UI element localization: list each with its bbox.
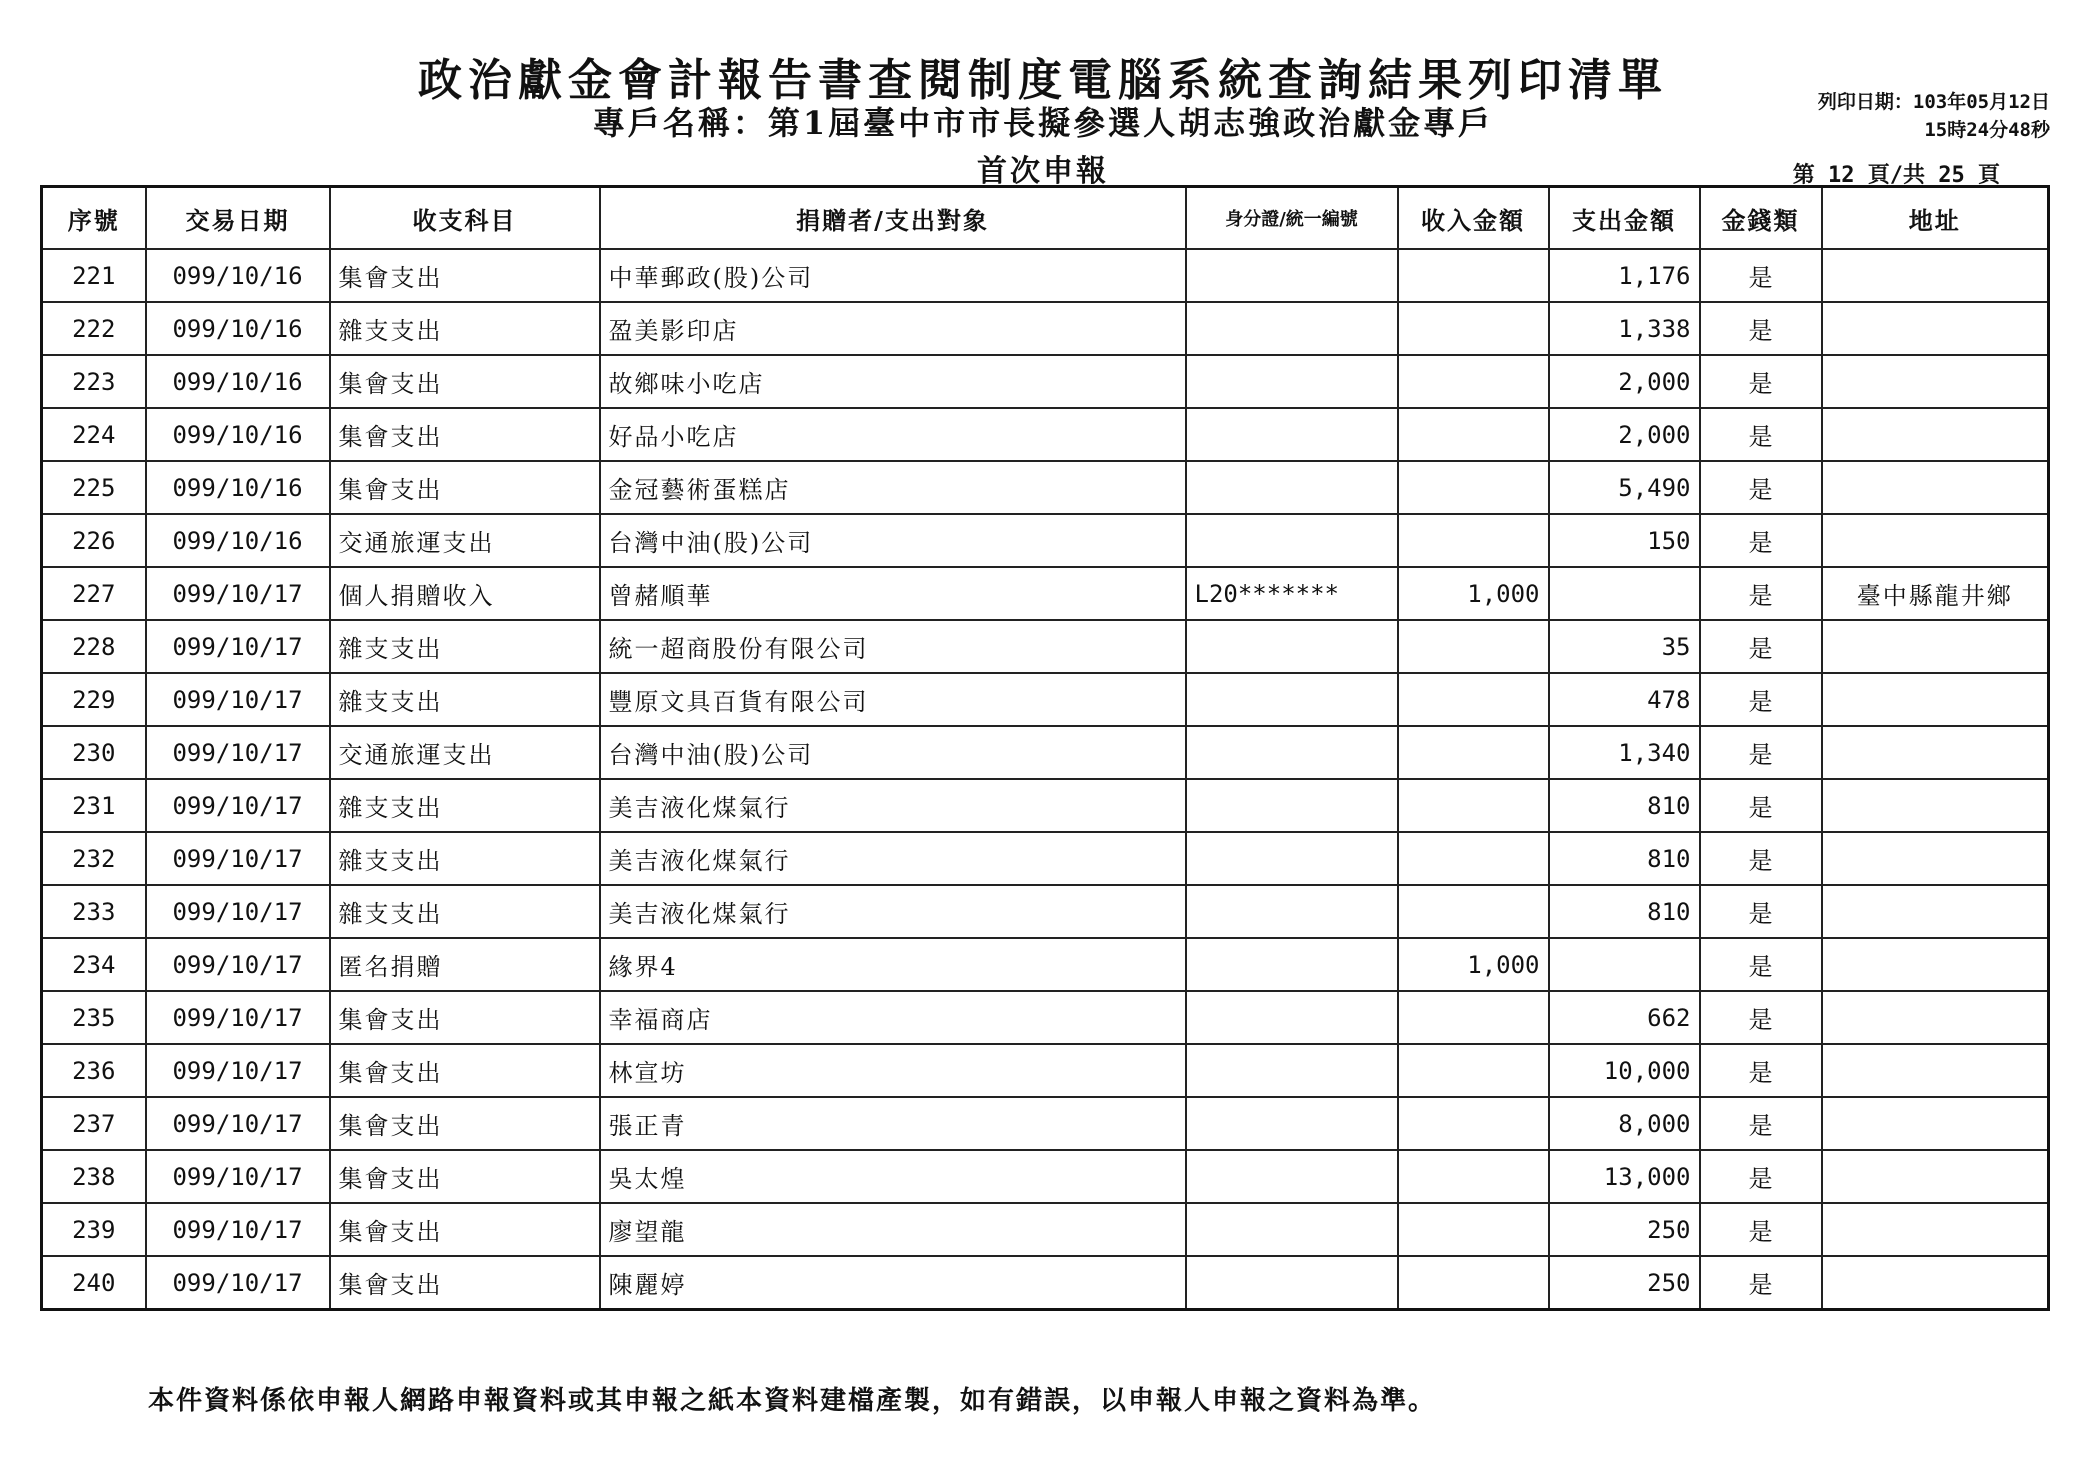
print-date: 列印日期：103年05月12日 xyxy=(1817,91,2050,113)
cell-category: 交通旅運支出 xyxy=(330,514,600,567)
col-header-id: 身分證/統一編號 xyxy=(1186,187,1398,250)
cell-income: 1,000 xyxy=(1398,938,1549,991)
cell-cash: 是 xyxy=(1700,1097,1822,1150)
cell-category: 個人捐贈收入 xyxy=(330,567,600,620)
cell-expense: 1,338 xyxy=(1549,302,1700,355)
cell-id xyxy=(1186,620,1398,673)
cell-address xyxy=(1822,1044,2049,1097)
cell-cash: 是 xyxy=(1700,249,1822,302)
cell-income xyxy=(1398,1150,1549,1203)
cell-cash: 是 xyxy=(1700,726,1822,779)
print-time: 15時24分48秒 xyxy=(1924,119,2050,141)
cell-cash: 是 xyxy=(1700,779,1822,832)
cell-cash: 是 xyxy=(1700,567,1822,620)
table-row xyxy=(42,832,2049,885)
cell-category: 集會支出 xyxy=(330,461,600,514)
cell-id xyxy=(1186,249,1398,302)
cell-cash: 是 xyxy=(1700,302,1822,355)
cell-income xyxy=(1398,1203,1549,1256)
cell-address xyxy=(1822,620,2049,673)
cell-expense: 10,000 xyxy=(1549,1044,1700,1097)
table-row xyxy=(42,355,2049,408)
cell-payee: 台灣中油(股)公司 xyxy=(600,514,1186,567)
cell-cash: 是 xyxy=(1700,408,1822,461)
cell-address xyxy=(1822,1150,2049,1203)
cell-date: 099/10/17 xyxy=(146,1044,330,1097)
cell-income xyxy=(1398,991,1549,1044)
cell-income xyxy=(1398,1256,1549,1310)
cell-expense: 35 xyxy=(1549,620,1700,673)
cell-date: 099/10/17 xyxy=(146,567,330,620)
cell-income xyxy=(1398,1044,1549,1097)
cell-date: 099/10/17 xyxy=(146,1256,330,1310)
cell-seq: 239 xyxy=(42,1203,146,1256)
cell-payee: 幸福商店 xyxy=(600,991,1186,1044)
cell-cash: 是 xyxy=(1700,355,1822,408)
cell-address xyxy=(1822,726,2049,779)
col-header-expense: 支出金額 xyxy=(1549,187,1700,250)
cell-seq: 231 xyxy=(42,779,146,832)
cell-category: 集會支出 xyxy=(330,1097,600,1150)
cell-address xyxy=(1822,514,2049,567)
cell-payee: 廖望龍 xyxy=(600,1203,1186,1256)
cell-address xyxy=(1822,355,2049,408)
ledger-table xyxy=(40,185,2050,1311)
table-row xyxy=(42,567,2049,620)
document-title: 政治獻金會計報告書查閱制度電腦系統查詢結果列印清單 xyxy=(418,55,1668,106)
cell-payee: 張正青 xyxy=(600,1097,1186,1150)
cell-address xyxy=(1822,249,2049,302)
cell-category: 交通旅運支出 xyxy=(330,726,600,779)
table-row xyxy=(42,461,2049,514)
cell-seq: 237 xyxy=(42,1097,146,1150)
cell-id xyxy=(1186,302,1398,355)
cell-category: 集會支出 xyxy=(330,249,600,302)
cell-expense: 1,340 xyxy=(1549,726,1700,779)
cell-category: 集會支出 xyxy=(330,991,600,1044)
cell-payee: 中華郵政(股)公司 xyxy=(600,249,1186,302)
cell-date: 099/10/17 xyxy=(146,1203,330,1256)
cell-date: 099/10/17 xyxy=(146,991,330,1044)
cell-date: 099/10/17 xyxy=(146,832,330,885)
cell-income xyxy=(1398,673,1549,726)
cell-id xyxy=(1186,514,1398,567)
cell-date: 099/10/16 xyxy=(146,355,330,408)
col-header-payee: 捐贈者/支出對象 xyxy=(600,187,1186,250)
table-row xyxy=(42,408,2049,461)
cell-expense: 478 xyxy=(1549,673,1700,726)
cell-id xyxy=(1186,991,1398,1044)
cell-address xyxy=(1822,408,2049,461)
cell-expense: 810 xyxy=(1549,885,1700,938)
cell-address xyxy=(1822,938,2049,991)
cell-cash: 是 xyxy=(1700,1256,1822,1310)
table-row xyxy=(42,1150,2049,1203)
cell-address xyxy=(1822,779,2049,832)
cell-income: 1,000 xyxy=(1398,567,1549,620)
cell-date: 099/10/17 xyxy=(146,1097,330,1150)
cell-payee: 盈美影印店 xyxy=(600,302,1186,355)
cell-payee: 統一超商股份有限公司 xyxy=(600,620,1186,673)
cell-category: 雜支支出 xyxy=(330,832,600,885)
cell-date: 099/10/16 xyxy=(146,514,330,567)
cell-expense: 810 xyxy=(1549,832,1700,885)
cell-expense: 5,490 xyxy=(1549,461,1700,514)
cell-category: 雜支支出 xyxy=(330,885,600,938)
cell-id xyxy=(1186,1256,1398,1310)
table-row xyxy=(42,938,2049,991)
cell-income xyxy=(1398,620,1549,673)
cell-payee: 台灣中油(股)公司 xyxy=(600,726,1186,779)
cell-payee: 美吉液化煤氣行 xyxy=(600,885,1186,938)
col-header-cash: 金錢類 xyxy=(1700,187,1822,250)
cell-seq: 223 xyxy=(42,355,146,408)
print-timestamp xyxy=(1818,88,2050,144)
cell-cash: 是 xyxy=(1700,1150,1822,1203)
cell-id xyxy=(1186,355,1398,408)
cell-expense: 150 xyxy=(1549,514,1700,567)
table-row xyxy=(42,249,2049,302)
cell-date: 099/10/16 xyxy=(146,408,330,461)
cell-expense xyxy=(1549,938,1700,991)
cell-category: 集會支出 xyxy=(330,1256,600,1310)
cell-id xyxy=(1186,1203,1398,1256)
ledger-body xyxy=(42,249,2049,1310)
cell-category: 集會支出 xyxy=(330,1150,600,1203)
cell-expense: 1,176 xyxy=(1549,249,1700,302)
table-row xyxy=(42,991,2049,1044)
cell-income xyxy=(1398,249,1549,302)
cell-date: 099/10/17 xyxy=(146,885,330,938)
cell-expense: 810 xyxy=(1549,779,1700,832)
cell-seq: 238 xyxy=(42,1150,146,1203)
cell-seq: 232 xyxy=(42,832,146,885)
cell-income xyxy=(1398,408,1549,461)
cell-income xyxy=(1398,832,1549,885)
cell-income xyxy=(1398,355,1549,408)
cell-income xyxy=(1398,1097,1549,1150)
cell-expense: 13,000 xyxy=(1549,1150,1700,1203)
footnote: 本件資料係依申報人網路申報資料或其申報之紙本資料建檔產製，如有錯誤，以申報人申報之資料為準。 xyxy=(148,1386,1437,1416)
cell-cash: 是 xyxy=(1700,885,1822,938)
cell-expense: 662 xyxy=(1549,991,1700,1044)
cell-cash: 是 xyxy=(1700,514,1822,567)
table-row xyxy=(42,302,2049,355)
cell-address xyxy=(1822,302,2049,355)
cell-date: 099/10/16 xyxy=(146,302,330,355)
cell-income xyxy=(1398,726,1549,779)
table-row xyxy=(42,1256,2049,1310)
table-row xyxy=(42,673,2049,726)
cell-seq: 229 xyxy=(42,673,146,726)
cell-category: 雜支支出 xyxy=(330,302,600,355)
cell-category: 雜支支出 xyxy=(330,779,600,832)
header-row xyxy=(42,187,2049,250)
table-row xyxy=(42,514,2049,567)
cell-payee: 陳麗婷 xyxy=(600,1256,1186,1310)
cell-address xyxy=(1822,885,2049,938)
cell-id xyxy=(1186,726,1398,779)
cell-date: 099/10/16 xyxy=(146,249,330,302)
cell-category: 匿名捐贈 xyxy=(330,938,600,991)
cell-cash: 是 xyxy=(1700,1044,1822,1097)
cell-address: 臺中縣龍井鄉 xyxy=(1822,567,2049,620)
account-name: 專戶名稱：第1屆臺中市市長擬參選人胡志強政治獻金專戶 xyxy=(592,104,1494,142)
cell-id xyxy=(1186,1044,1398,1097)
cell-income xyxy=(1398,885,1549,938)
table-row xyxy=(42,779,2049,832)
cell-id xyxy=(1186,408,1398,461)
cell-payee: 好品小吃店 xyxy=(600,408,1186,461)
cell-expense: 2,000 xyxy=(1549,408,1700,461)
cell-income xyxy=(1398,461,1549,514)
cell-seq: 233 xyxy=(42,885,146,938)
cell-expense: 250 xyxy=(1549,1256,1700,1310)
cell-category: 集會支出 xyxy=(330,355,600,408)
col-header-category: 收支科目 xyxy=(330,187,600,250)
table-row xyxy=(42,1044,2049,1097)
cell-cash: 是 xyxy=(1700,620,1822,673)
cell-seq: 221 xyxy=(42,249,146,302)
cell-date: 099/10/17 xyxy=(146,673,330,726)
cell-seq: 230 xyxy=(42,726,146,779)
cell-cash: 是 xyxy=(1700,673,1822,726)
cell-cash: 是 xyxy=(1700,832,1822,885)
cell-id xyxy=(1186,832,1398,885)
cell-address xyxy=(1822,1097,2049,1150)
table-row xyxy=(42,1097,2049,1150)
cell-date: 099/10/17 xyxy=(146,1150,330,1203)
cell-id xyxy=(1186,1150,1398,1203)
table-row xyxy=(42,1203,2049,1256)
cell-income xyxy=(1398,302,1549,355)
cell-date: 099/10/17 xyxy=(146,779,330,832)
cell-payee: 美吉液化煤氣行 xyxy=(600,779,1186,832)
page-indicator: 第 12 頁/共 25 頁 xyxy=(1792,163,2000,188)
cell-date: 099/10/16 xyxy=(146,461,330,514)
cell-payee: 金冠藝術蛋糕店 xyxy=(600,461,1186,514)
col-header-seq: 序號 xyxy=(42,187,146,250)
cell-category: 集會支出 xyxy=(330,408,600,461)
cell-id xyxy=(1186,1097,1398,1150)
cell-cash: 是 xyxy=(1700,461,1822,514)
cell-date: 099/10/17 xyxy=(146,938,330,991)
cell-cash: 是 xyxy=(1700,1203,1822,1256)
cell-address xyxy=(1822,1203,2049,1256)
cell-expense xyxy=(1549,567,1700,620)
table-row xyxy=(42,620,2049,673)
cell-cash: 是 xyxy=(1700,938,1822,991)
cell-address xyxy=(1822,832,2049,885)
cell-category: 集會支出 xyxy=(330,1203,600,1256)
cell-category: 集會支出 xyxy=(330,1044,600,1097)
table-row xyxy=(42,885,2049,938)
cell-cash: 是 xyxy=(1700,991,1822,1044)
cell-seq: 225 xyxy=(42,461,146,514)
cell-category: 雜支支出 xyxy=(330,673,600,726)
cell-id: L20******* xyxy=(1186,567,1398,620)
cell-seq: 228 xyxy=(42,620,146,673)
col-header-address: 地址 xyxy=(1822,187,2049,250)
cell-payee: 故鄉味小吃店 xyxy=(600,355,1186,408)
cell-payee: 吳太煌 xyxy=(600,1150,1186,1203)
cell-address xyxy=(1822,461,2049,514)
cell-payee: 美吉液化煤氣行 xyxy=(600,832,1186,885)
cell-seq: 240 xyxy=(42,1256,146,1310)
cell-address xyxy=(1822,1256,2049,1310)
cell-id xyxy=(1186,673,1398,726)
cell-expense: 250 xyxy=(1549,1203,1700,1256)
cell-seq: 222 xyxy=(42,302,146,355)
cell-payee: 緣界4 xyxy=(600,938,1186,991)
cell-seq: 235 xyxy=(42,991,146,1044)
cell-id xyxy=(1186,885,1398,938)
cell-payee: 豐原文具百貨有限公司 xyxy=(600,673,1186,726)
cell-payee: 林宣坊 xyxy=(600,1044,1186,1097)
table-row xyxy=(42,726,2049,779)
cell-id xyxy=(1186,461,1398,514)
cell-address xyxy=(1822,991,2049,1044)
cell-seq: 234 xyxy=(42,938,146,991)
cell-expense: 2,000 xyxy=(1549,355,1700,408)
cell-income xyxy=(1398,514,1549,567)
cell-date: 099/10/17 xyxy=(146,726,330,779)
cell-id xyxy=(1186,779,1398,832)
col-header-date: 交易日期 xyxy=(146,187,330,250)
report-type: 首次申報 xyxy=(977,154,1109,189)
cell-id xyxy=(1186,938,1398,991)
cell-seq: 227 xyxy=(42,567,146,620)
cell-seq: 236 xyxy=(42,1044,146,1097)
cell-expense: 8,000 xyxy=(1549,1097,1700,1150)
cell-date: 099/10/17 xyxy=(146,620,330,673)
col-header-income: 收入金額 xyxy=(1398,187,1549,250)
cell-address xyxy=(1822,673,2049,726)
cell-seq: 226 xyxy=(42,514,146,567)
cell-income xyxy=(1398,779,1549,832)
cell-payee: 曾赭順華 xyxy=(600,567,1186,620)
cell-category: 雜支支出 xyxy=(330,620,600,673)
cell-seq: 224 xyxy=(42,408,146,461)
